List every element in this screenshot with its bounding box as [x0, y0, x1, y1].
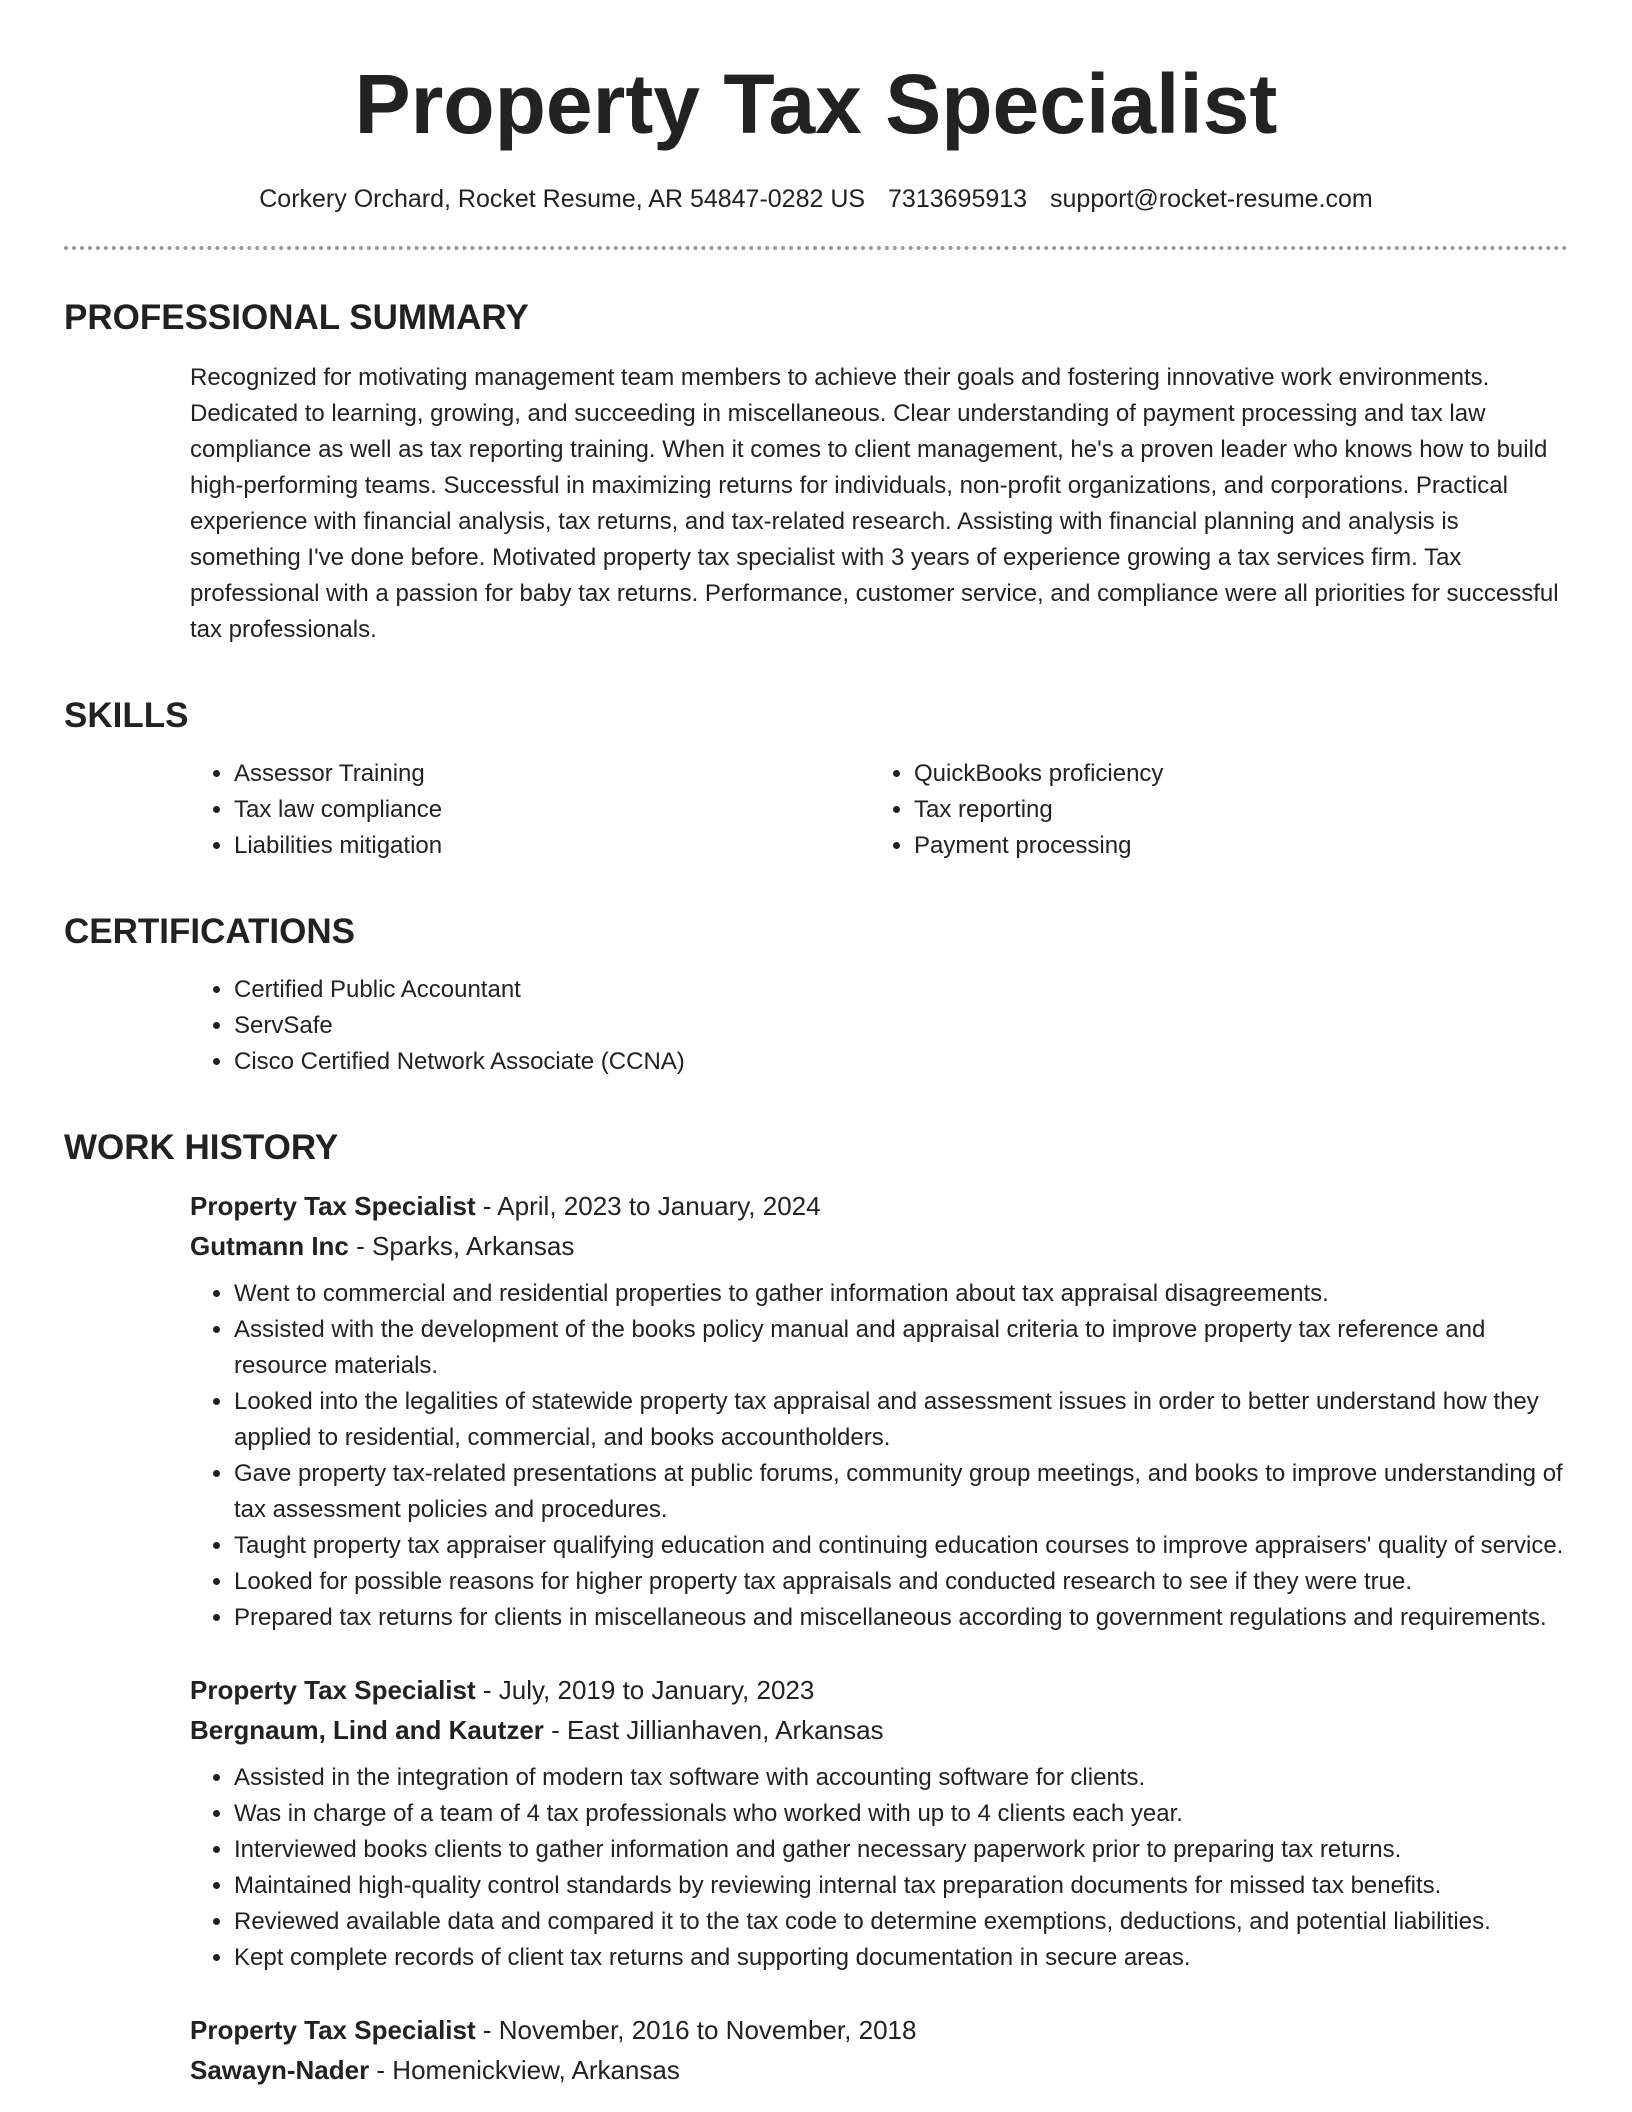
job-bullet: • Looked into the legalities of statewide property tax appraisal and assessment issues in order to better understand how they applied to residential, commercial, and books accountholders.	[234, 1384, 1568, 1456]
certifications-heading: CERTIFICATIONS	[64, 912, 356, 951]
skill-item: • QuickBooks proficiency	[914, 756, 1568, 792]
header-divider	[64, 246, 1568, 250]
work-history-section	[64, 1124, 1568, 2090]
skills-list-right	[870, 756, 1568, 864]
job-bullet: • Prepared tax returns for clients in miscellaneous and miscellaneous according to government regulations and requirements.	[234, 1600, 1568, 1636]
certification-item: • Certified Public Accountant	[234, 972, 1568, 1008]
job-bullet: • Kept complete records of client tax returns and supporting documentation in secure areas.	[234, 1940, 1568, 1976]
job-title-line	[190, 1670, 1568, 1710]
job-entry	[64, 2010, 1568, 2090]
summary-section	[64, 294, 1568, 648]
job-title-line	[190, 1186, 1568, 1226]
job-company: Gutmann Inc	[190, 1231, 349, 1261]
summary-heading: PROFESSIONAL SUMMARY	[64, 298, 529, 337]
certifications-block	[64, 972, 1568, 1080]
job-company-line	[190, 1710, 1568, 1750]
skill-item: • Liabilities mitigation	[234, 828, 870, 864]
job-location: - Sparks, Arkansas	[348, 1231, 575, 1261]
job-entry	[64, 1670, 1568, 1976]
skill-item: • Payment processing	[914, 828, 1568, 864]
work-history-heading: WORK HISTORY	[64, 1128, 339, 1167]
certifications-section	[64, 908, 1568, 1080]
job-bullet: • Assisted with the development of the books policy manual and appraisal criteria to improve property tax reference and resource materials.	[234, 1312, 1568, 1384]
contact-address: Corkery Orchard, Rocket Resume, AR 54847-0282 US	[259, 185, 866, 213]
job-dates: - July, 2019 to January, 2023	[475, 1675, 815, 1705]
job-title: Property Tax Specialist	[190, 1675, 476, 1705]
summary-text: Recognized for motivating management team members to achieve their goals and fostering innovative work environments. Dedicated to learning, growing, and succeeding in miscellaneous. Clear understanding of payment processing and tax law compliance as well as tax reporting training. When it comes to client management, he's a proven leader who knows how to build high-performing teams. Successful in maximizing returns for individuals, non-profit organizations, and corporations. Practical experience with financial analysis, tax returns, and tax-related research. Assisting with financial planning and analysis is something I've done before. Motivated property tax specialist with 3 years of experience growing a tax services firm. Tax professional with a passion for baby tax returns. Performance, customer service, and compliance were all priorities for successful tax professionals.	[190, 364, 1559, 643]
skills-section	[64, 692, 1568, 864]
resume-header	[64, 0, 1568, 216]
certifications-list	[190, 972, 1568, 1080]
job-bullet: • Assisted in the integration of modern tax software with accounting software for clients.	[234, 1760, 1568, 1796]
job-company: Bergnaum, Lind and Kautzer	[190, 1715, 544, 1745]
job-bullet: • Taught property tax appraiser qualifying education and continuing education courses to improve appraisers' quality of service.	[234, 1528, 1568, 1564]
contact-line	[64, 182, 1568, 216]
job-title: Property Tax Specialist	[190, 2015, 476, 2045]
job-location: - Homenickview, Arkansas	[369, 2055, 680, 2085]
skill-item: • Tax law compliance	[234, 792, 870, 828]
skills-list-left	[190, 756, 870, 864]
job-dates: - April, 2023 to January, 2024	[475, 1191, 821, 1221]
job-bullet: • Reviewed available data and compared it to the tax code to determine exemptions, deductions, and potential liabilities.	[234, 1904, 1568, 1940]
job-bullet: • Was in charge of a team of 4 tax professionals who worked with up to 4 clients each year.	[234, 1796, 1568, 1832]
skills-heading: SKILLS	[64, 696, 189, 735]
job-bullets	[190, 1760, 1568, 1976]
job-location: - East Jillianhaven, Arkansas	[543, 1715, 884, 1745]
job-entry	[64, 1186, 1568, 1636]
job-company: Sawayn-Nader	[190, 2055, 370, 2085]
job-company-line	[190, 2050, 1568, 2090]
skill-item: • Assessor Training	[234, 756, 870, 792]
page-title: Property Tax Specialist	[354, 57, 1278, 151]
job-bullet: • Interviewed books clients to gather information and gather necessary paperwork prior to preparing tax returns.	[234, 1832, 1568, 1868]
skills-grid	[64, 756, 1568, 864]
job-bullet: • Went to commercial and residential properties to gather information about tax appraisal disagreements.	[234, 1276, 1568, 1312]
job-title-line	[190, 2010, 1568, 2050]
contact-phone: 7313695913	[888, 185, 1028, 213]
job-bullet: • Maintained high-quality control standards by reviewing internal tax preparation documents for missed tax benefits.	[234, 1868, 1568, 1904]
job-company-line	[190, 1226, 1568, 1266]
job-title: Property Tax Specialist	[190, 1191, 476, 1221]
job-bullet: • Gave property tax-related presentations at public forums, community group meetings, and books to improve understanding of tax assessment policies and procedures.	[234, 1456, 1568, 1528]
skill-item: • Tax reporting	[914, 792, 1568, 828]
job-bullet: • Looked for possible reasons for higher property tax appraisals and conducted research to see if they were true.	[234, 1564, 1568, 1600]
certification-item: • ServSafe	[234, 1008, 1568, 1044]
job-bullets	[190, 1276, 1568, 1636]
contact-email: support@rocket-resume.com	[1050, 185, 1373, 213]
certification-item: • Cisco Certified Network Associate (CCNA)	[234, 1044, 1568, 1080]
job-dates: - November, 2016 to November, 2018	[475, 2015, 917, 2045]
